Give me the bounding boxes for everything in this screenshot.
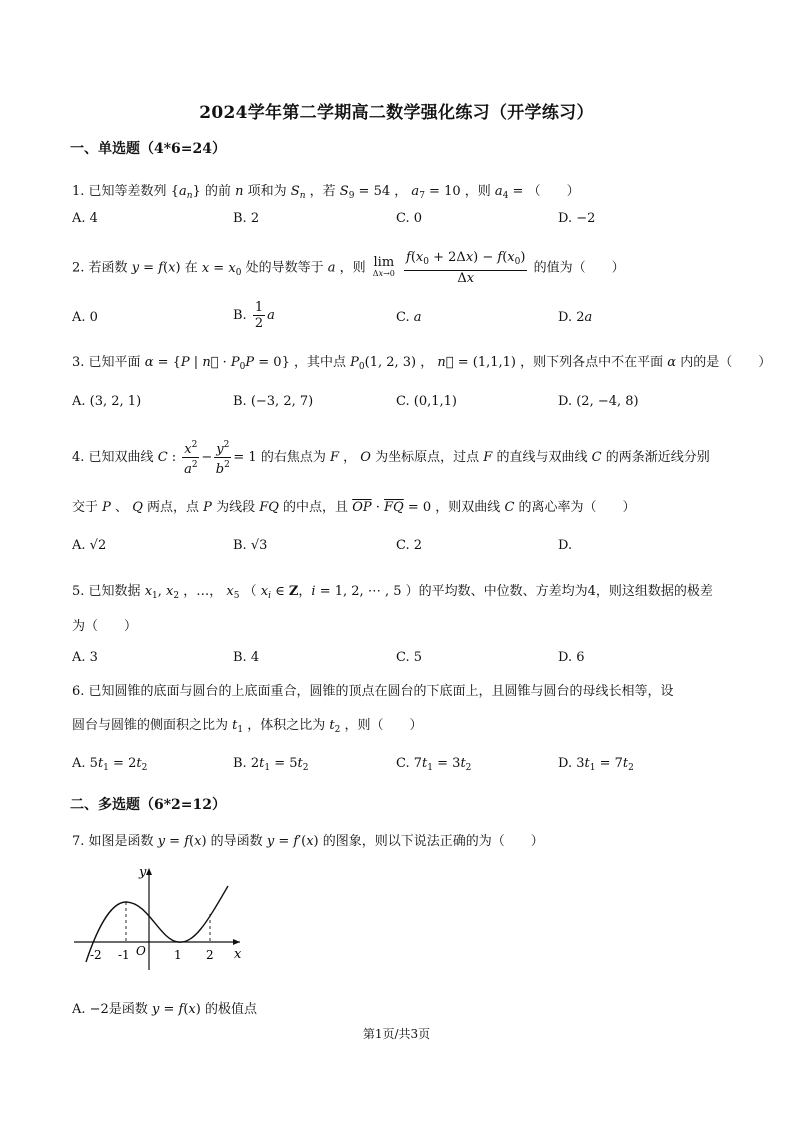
math-dot-product: $\overline{OP} \cdot \overline{FQ} = 0$ — [352, 500, 432, 515]
question-1: 1. 已知等差数列 $\{a_n\}$ 的前 n 项和为 $S_n$ ，若 $S_9 = 54$ ， $a_7 = 10$ ，则 $a_4$ = （ ） — [72, 184, 580, 201]
math-condition: $x_i$ ∈ Z，i = 1, 2, ⋯ , 5 — [260, 584, 402, 601]
question-6-line-2: 圆台与圆锥的侧面积之比为 $t_1$ ，体积之比为 $t_2$ ，则（ ） — [72, 718, 423, 735]
q4-option-a[interactable]: A. √2 — [72, 538, 107, 553]
q6-option-a[interactable]: A. $5t_1 = 2t_2$ — [72, 756, 148, 773]
math-y-fx: y = f(x) — [157, 834, 207, 849]
x-label: x — [234, 947, 242, 962]
math-y-fx-2: y = f(x) — [151, 1002, 201, 1017]
tick-minus-1: -1 — [118, 948, 130, 962]
math-t1: $t_1$ — [232, 718, 244, 735]
q1-option-b[interactable]: B. 2 — [233, 211, 260, 226]
q5-option-a[interactable]: A. 3 — [72, 650, 98, 665]
question-3: 3. 已知平面 α = {P | n⃗ · $P_0P = 0$} ，其中点 $P_0(1$, 2, 3) ， n⃗ = (1,1,1) ，则下列各点中不在平面 α 内的是（ ） — [72, 355, 772, 372]
math-x0: $x = x_0$ — [201, 260, 242, 278]
math-s9: $S_9 = 54$ — [339, 184, 391, 201]
q2-option-a[interactable]: A. 0 — [72, 310, 98, 325]
q7-option-a[interactable]: A. −2是函数 y = f(x) 的极值点 — [72, 1002, 257, 1017]
math-n: n — [235, 184, 244, 199]
question-2: 2. 若函数 y = f(x) 在 $x = x_0$ 处的导数等于 a ，则 lim Δx→0 $\frac{f(x_0 + 2\Delta x) - f(x_0)}{\Delta x}$ 的值为（ ） — [72, 250, 625, 286]
question-4-line-2: 交于 P 、 Q 两点，点 P 为线段 FQ 的中点，且 $\overline{OP} \cdot \overline{FQ} = 0$ ，则双曲线 C 的离心率为（ ） — [72, 500, 636, 515]
math-data-x1x2: $x_1$, $x_2$ — [144, 584, 180, 601]
q6-option-b[interactable]: B. $2t_1 = 5t_2$ — [233, 756, 309, 773]
q3-option-d[interactable]: D. (2, −4, 8) — [558, 394, 639, 409]
x-axis-arrow — [233, 939, 240, 945]
math-difference-quotient: $\frac{f(x_0 + 2\Delta x) - f(x_0)}{\Delta x}$ — [406, 250, 526, 286]
math-hyperbola: C : $\frac{x^2}{a^2}$ − $\frac{y^2}{b^2}$ = 1 — [157, 440, 257, 477]
tick-2: 2 — [206, 948, 214, 962]
math-a4: $a_4$ = — [494, 184, 524, 201]
question-6-line-1: 6. 已知圆锥的底面与圆台的上底面重合，圆锥的顶点在圆台的下底面上，且圆锥与圆台的母线长相等，设 — [72, 684, 674, 699]
section-single-choice: 一、单选题（4*6=24） — [70, 141, 227, 157]
q4-option-c[interactable]: C. 2 — [396, 538, 423, 553]
y-axis-arrow — [146, 868, 152, 875]
q4-option-b[interactable]: B. √3 — [233, 538, 268, 553]
section-multi-choice: 二、多选题（6*2=12） — [70, 797, 227, 813]
math-plane-alpha: α = {P | n⃗ · $P_0P = 0$} — [144, 355, 290, 372]
math-t2: $t_2$ — [329, 718, 341, 735]
q5-option-d[interactable]: D. 6 — [558, 650, 585, 665]
y-label: y — [139, 865, 147, 880]
q2-option-d[interactable]: D. 2a — [558, 310, 593, 325]
q4-option-d[interactable]: D. — [558, 538, 573, 553]
origin-label: O — [136, 944, 146, 958]
tick-1: 1 — [174, 948, 182, 962]
page-footer: 第1页/共3页 — [362, 1027, 431, 1041]
math-fx: y = f(x) — [131, 260, 181, 276]
math-limit: lim Δx→0 — [372, 255, 395, 278]
q5-option-b[interactable]: B. 4 — [233, 650, 260, 665]
q3-option-c[interactable]: C. (0,1,1) — [396, 394, 457, 409]
q6-option-c[interactable]: C. $7t_1 = 3t_2$ — [396, 756, 472, 773]
question-4-line-1: 4. 已知双曲线 C : $\frac{x^2}{a^2}$ − $\frac{y^2}{b^2}$ = 1 的右焦点为 F ， O 为坐标原点，过点 F 的直线与双曲线 C 的两条渐近线分别 — [72, 440, 710, 477]
math-a: a — [327, 260, 336, 276]
q3-option-b[interactable]: B. (−3, 2, 7) — [233, 394, 314, 409]
q2-option-c[interactable]: C. a — [396, 310, 422, 325]
q1-option-d[interactable]: D. −2 — [558, 211, 596, 226]
question-5-line-1: 5. 已知数据 $x_1$, $x_2$ ，…， $x_5$ （ $x_i$ ∈ Z，i = 1, 2, ⋯ , 5 ）的平均数、中位数、方差均为4，则这组数据的极差 — [72, 584, 713, 601]
math-normal-vector: n⃗ = (1,1,1) — [437, 355, 516, 370]
tick-minus-2: -2 — [90, 948, 102, 962]
derivative-graph — [68, 862, 246, 974]
q5-option-c[interactable]: C. 5 — [396, 650, 423, 665]
math-y-fprime: y = f′(x) — [266, 834, 319, 849]
question-5-line-2: 为（ ） — [72, 619, 138, 634]
q1-option-c[interactable]: C. 0 — [396, 211, 423, 226]
q3-option-a[interactable]: A. (3, 2, 1) — [72, 394, 142, 409]
math-sn: $S_n$ — [290, 184, 306, 201]
exam-title: 2024学年第二学期高二数学强化练习（开学练习） — [199, 103, 594, 123]
math-a7: $a_7 = 10$ — [411, 184, 461, 201]
q6-option-d[interactable]: D. $3t_1 = 7t_2$ — [558, 756, 634, 773]
math-p0: $P_0(1$, 2, 3) — [350, 355, 417, 372]
math-an: $\{a_n\}$ — [170, 184, 201, 201]
q1-option-a[interactable]: A. 4 — [72, 211, 98, 226]
math-alpha: α — [667, 355, 677, 370]
math-data-x5: $x_5$ — [226, 584, 240, 601]
question-7: 7. 如图是函数 y = f(x) 的导函数 y = f′(x) 的图象，则以下说法正确的为（ ） — [72, 834, 544, 849]
q2-option-b[interactable]: B. $\frac{1}{2}$ a — [233, 300, 275, 331]
